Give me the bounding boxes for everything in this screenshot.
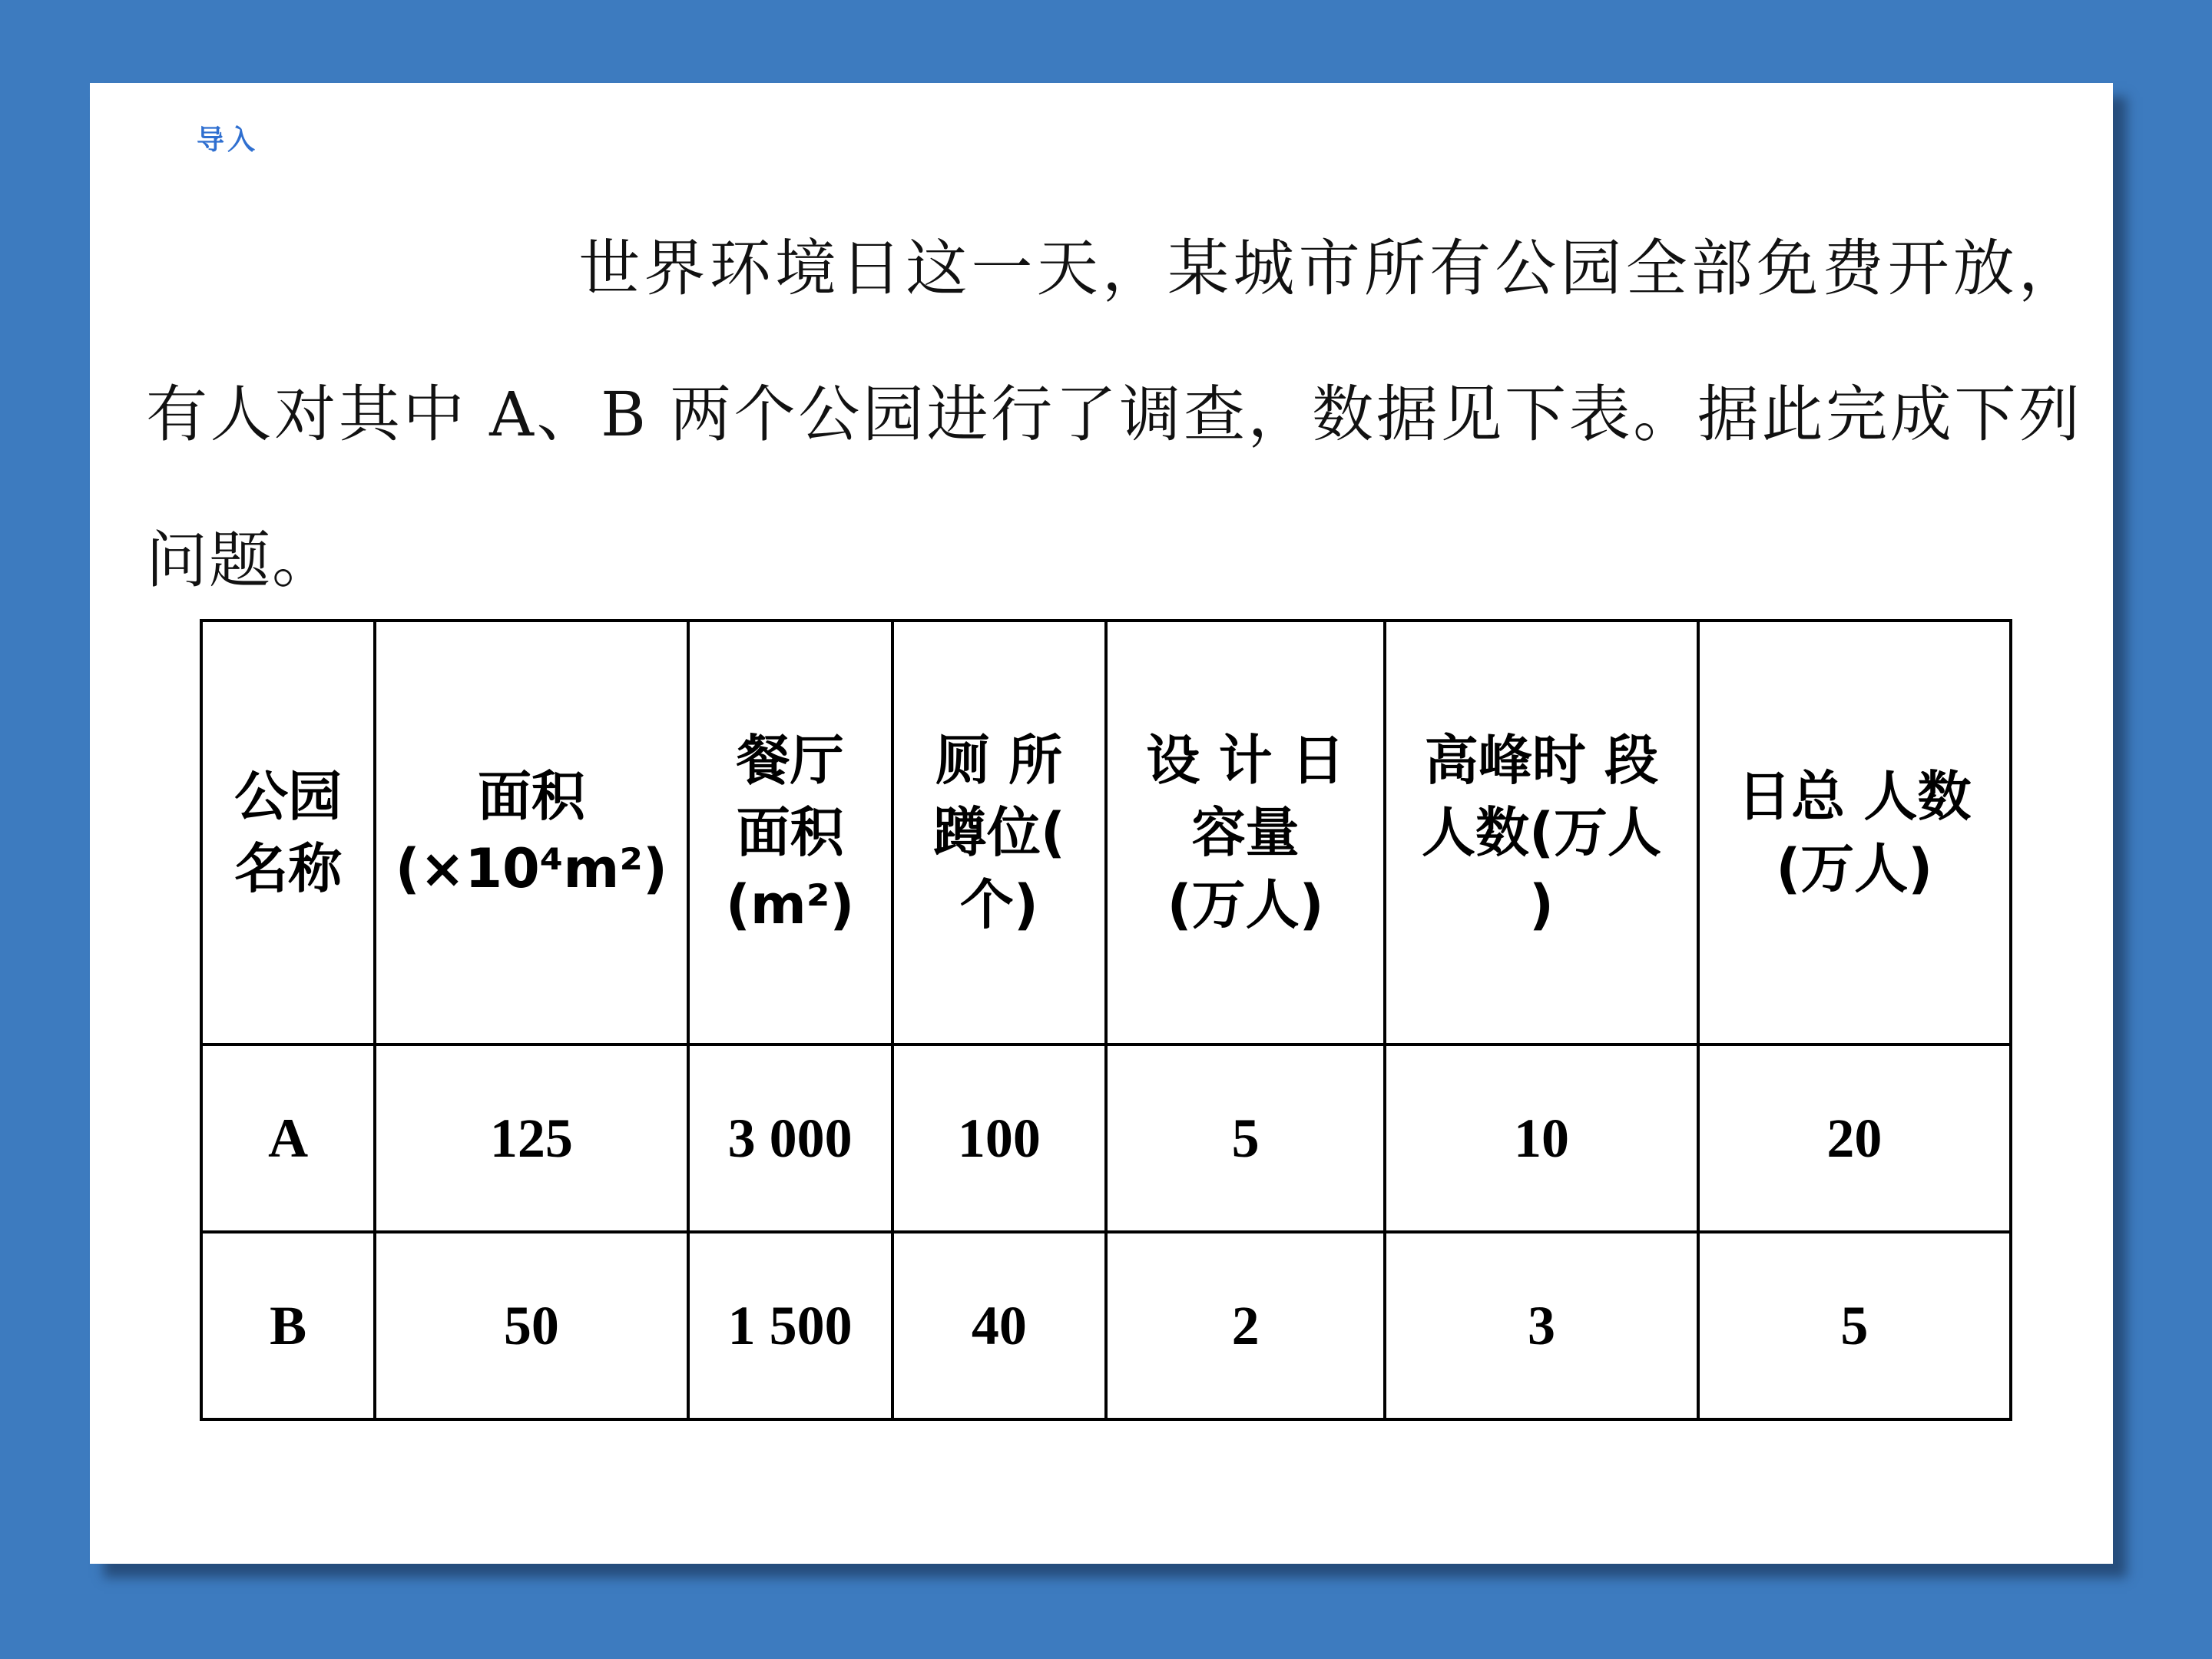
header-line: (×10⁴m²) (395, 837, 668, 900)
header-line: 名称 (234, 837, 343, 900)
cell-name: A (201, 1045, 375, 1232)
header-peak-visitors (1385, 621, 1697, 1045)
table-row (201, 1232, 2011, 1419)
header-toilet-stalls (892, 621, 1106, 1045)
cell-capacity: 2 (1106, 1232, 1385, 1419)
header-line: 厕 所 (935, 729, 1063, 792)
header-restaurant-area (688, 621, 892, 1045)
header-park-name (201, 621, 375, 1045)
header-line: 面积 (736, 801, 844, 864)
header-line: 日总 人数 (1737, 765, 1972, 828)
header-line: ) (1528, 873, 1554, 936)
header-line: (万人) (1776, 837, 1933, 900)
header-line: 高峰时 段 (1424, 729, 1659, 792)
cell-name: B (201, 1232, 375, 1419)
header-line: 个) (959, 873, 1038, 936)
header-line: 设 计 日 (1146, 729, 1345, 792)
cell-total: 5 (1698, 1232, 2011, 1419)
question-text (146, 196, 2081, 634)
slide-marker: 导入 (197, 124, 259, 156)
header-line: (万人) (1167, 873, 1324, 936)
cell-total: 20 (1698, 1045, 2011, 1232)
cell-capacity: 5 (1106, 1045, 1385, 1232)
header-line: 面积 (477, 765, 585, 828)
cell-peak: 10 (1385, 1045, 1697, 1232)
cell-area: 125 (375, 1045, 687, 1232)
cell-restaurant: 3 000 (688, 1045, 892, 1232)
header-daily-total (1698, 621, 2011, 1045)
cell-toilets: 100 (892, 1045, 1106, 1232)
header-line: 公园 (234, 765, 343, 828)
cell-area: 50 (375, 1232, 687, 1419)
question-body: 世界环境日这一天，某城市所有公园全部免费开放，有人对其中 A、B 两个公园进行了调查，数据见下表。据此完成下列问题。 (146, 233, 2081, 596)
header-line: 人数(万人 (1421, 801, 1661, 864)
header-design-capacity (1106, 621, 1385, 1045)
table-header-row (201, 621, 2011, 1045)
header-line: 蹲位( (932, 801, 1065, 864)
cell-restaurant: 1 500 (688, 1232, 892, 1419)
header-area (375, 621, 687, 1045)
table-row (201, 1045, 2011, 1232)
cell-peak: 3 (1385, 1232, 1697, 1419)
header-line: (m²) (725, 873, 855, 936)
park-data-table (200, 619, 2012, 1421)
cell-toilets: 40 (892, 1232, 1106, 1419)
header-line: 容量 (1191, 801, 1300, 864)
header-line: 餐厅 (736, 729, 844, 792)
